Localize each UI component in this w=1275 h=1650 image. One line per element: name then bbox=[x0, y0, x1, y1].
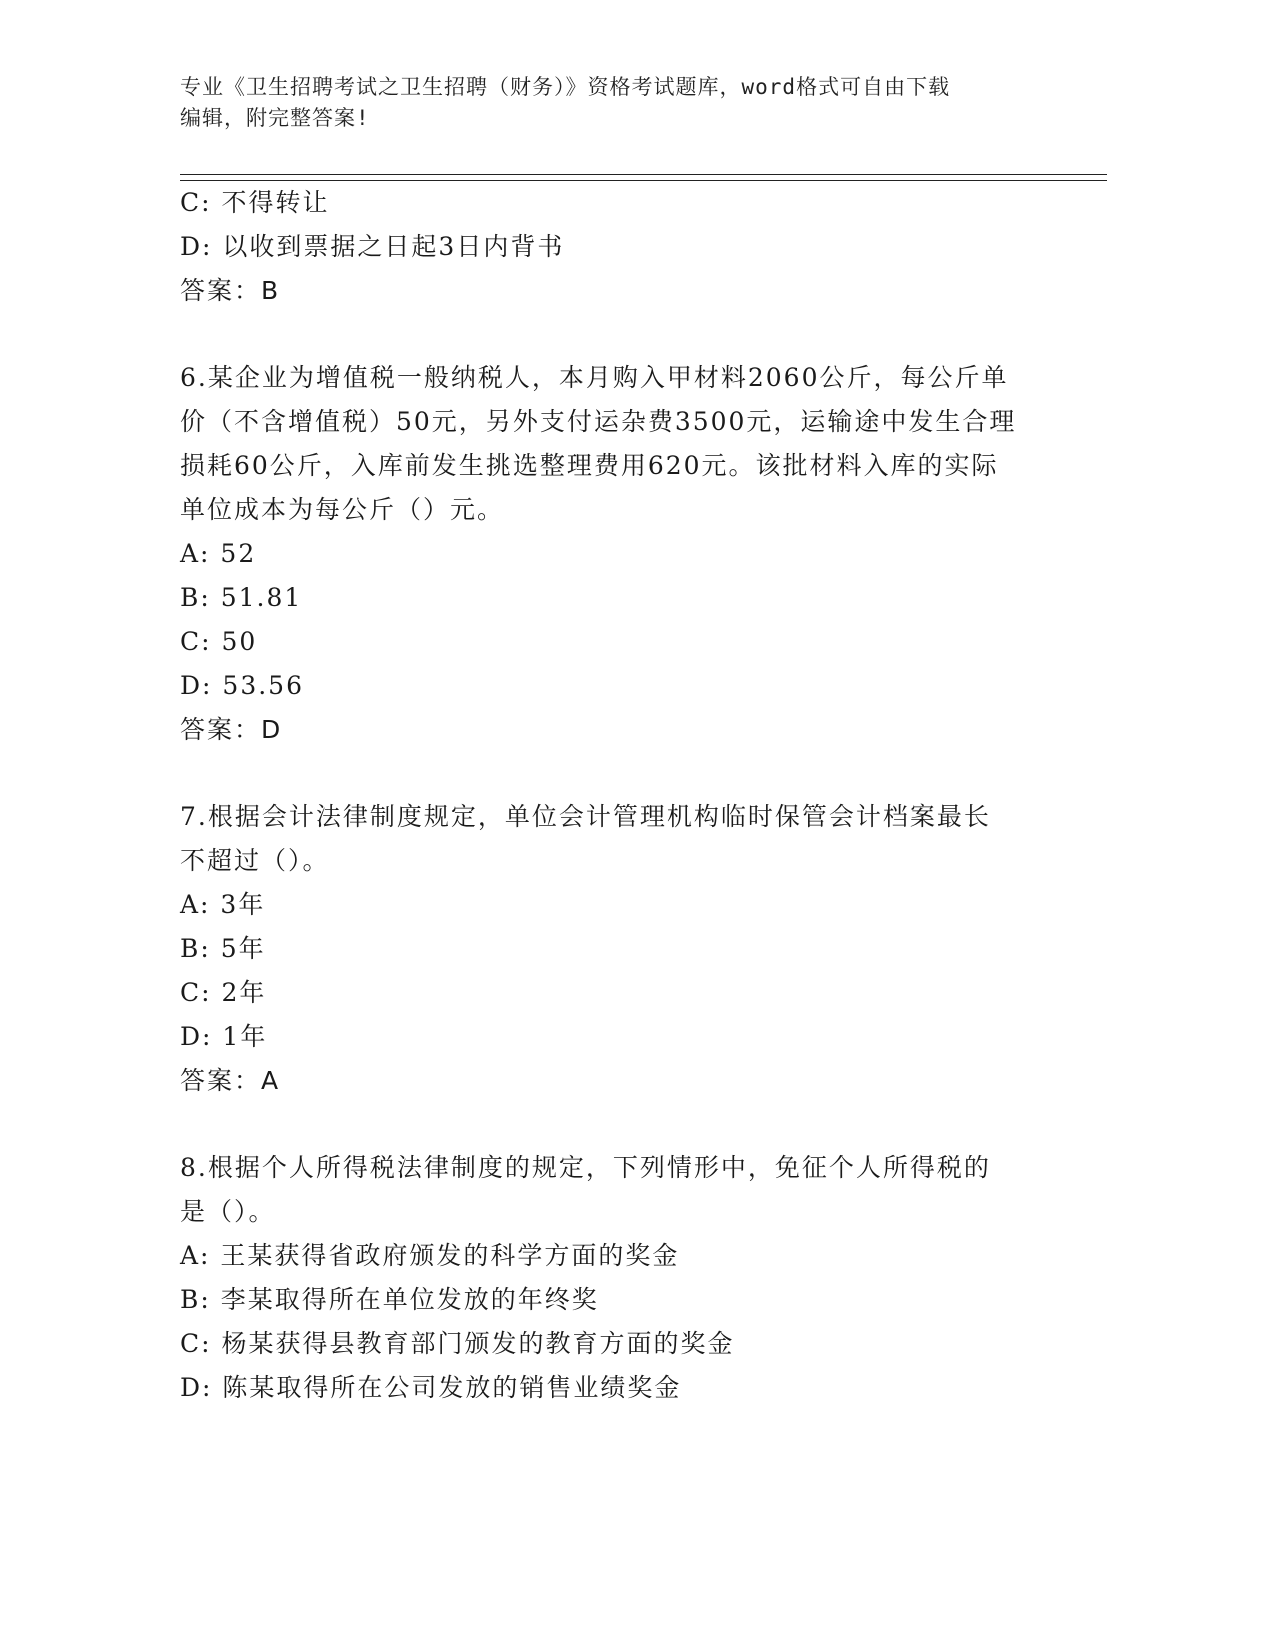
question-8 bbox=[180, 1146, 1060, 1410]
question-6 bbox=[180, 356, 1060, 752]
spacer bbox=[180, 1103, 1060, 1146]
q7-stem-line-1: 7.根据会计法律制度规定，单位会计管理机构临时保管会计档案最长 bbox=[180, 802, 991, 831]
q6-option-c: C: 50 bbox=[180, 627, 258, 656]
q6-option-d: D: 53.56 bbox=[180, 671, 304, 700]
q6-option-a: A: 52 bbox=[180, 539, 257, 568]
q7-option-b: B: 5年 bbox=[180, 934, 266, 963]
prev-option-c: C: 不得转让 bbox=[180, 188, 330, 217]
header-divider-top bbox=[180, 174, 1107, 175]
q6-stem-line-4: 单位成本为每公斤（）元。 bbox=[180, 495, 505, 524]
header-line-2: 编辑，附完整答案! bbox=[180, 106, 370, 130]
q7-stem-line-2: 不超过（）。 bbox=[180, 846, 330, 875]
document-header bbox=[180, 72, 1060, 134]
q8-stem-line-2: 是（）。 bbox=[180, 1197, 276, 1226]
prev-option-d: D: 以收到票据之日起3日内背书 bbox=[180, 232, 565, 261]
q8-option-d: D: 陈某取得所在公司发放的销售业绩奖金 bbox=[180, 1373, 682, 1402]
q7-answer: 答案：A bbox=[180, 1066, 281, 1095]
question-7 bbox=[180, 795, 1060, 1103]
q7-option-d: D: 1年 bbox=[180, 1022, 268, 1051]
q7-option-a: A: 3年 bbox=[180, 890, 266, 919]
spacer bbox=[180, 313, 1060, 356]
prev-answer: 答案：B bbox=[180, 276, 281, 305]
q6-stem-line-2: 价（不含增值税）50元，另外支付运杂费3500元，运输途中发生合理 bbox=[180, 407, 1017, 436]
q8-stem-line-1: 8.根据个人所得税法律制度的规定，下列情形中，免征个人所得税的 bbox=[180, 1153, 991, 1182]
q6-stem-line-3: 损耗60公斤，入库前发生挑选整理费用620元。该批材料入库的实际 bbox=[180, 451, 999, 480]
q8-option-a: A: 王某获得省政府颁发的科学方面的奖金 bbox=[180, 1241, 680, 1270]
q7-option-c: C: 2年 bbox=[180, 978, 267, 1007]
spacer bbox=[180, 752, 1060, 795]
header-line-1: 专业《卫生招聘考试之卫生招聘（财务）》资格考试题库，word格式可自由下载 bbox=[180, 75, 951, 99]
q6-stem-line-1: 6.某企业为增值税一般纳税人，本月购入甲材料2060公斤，每公斤单 bbox=[180, 363, 1009, 392]
question-content bbox=[180, 181, 1060, 1410]
q6-option-b: B: 51.81 bbox=[180, 583, 303, 612]
q8-option-c: C: 杨某获得县教育部门颁发的教育方面的奖金 bbox=[180, 1329, 735, 1358]
q6-answer: 答案：D bbox=[180, 715, 283, 744]
q8-option-b: B: 李某取得所在单位发放的年终奖 bbox=[180, 1285, 599, 1314]
